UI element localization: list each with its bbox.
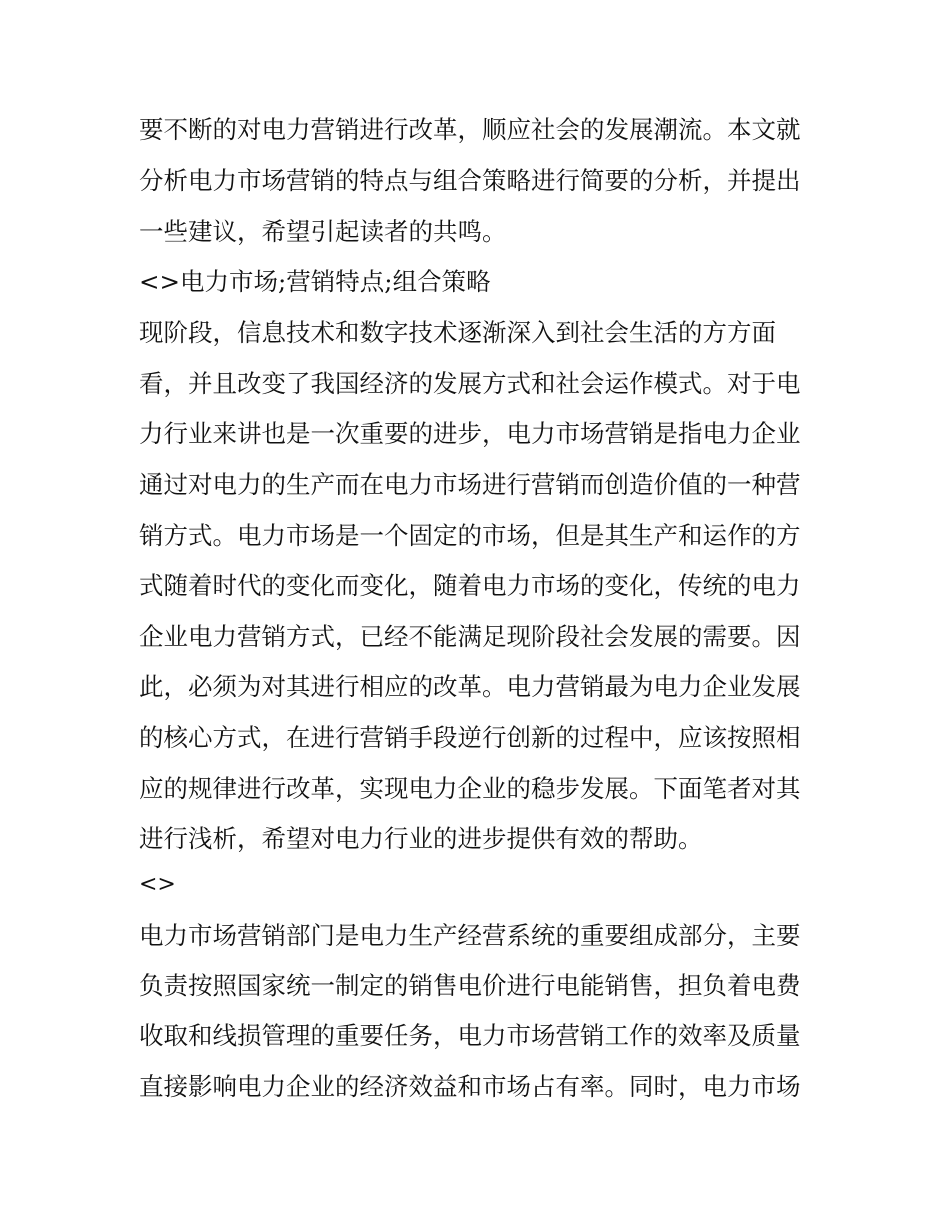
keywords-line: <>电力市场;营销特点;组合策略 [139,267,491,296]
text-line: 现阶段，信息技术和数字技术逐渐深入到社会生活的方方面 [139,318,776,347]
text-line: 负责按照国家统一制定的销售电价进行电能销售，担负着电费 [139,971,801,1000]
text-line: 进行浅析，希望对电力行业的进步提供有效的帮助。 [139,824,703,853]
text-line: 分析电力市场营销的特点与组合策略进行简要的分析，并提出 [139,166,801,195]
text-line: 此，必须为对其进行相应的改革。电力营销最为电力企业发展 [139,672,801,701]
text-line: 应的规律进行改革，实现电力企业的稳步发展。下面笔者对其 [139,774,801,803]
text-line: 直接影响电力企业的经济效益和市场占有率。同时，电力市场 [139,1072,801,1101]
text-line: 电力市场营销部门是电力生产经营系统的重要组成部分，主要 [139,921,801,950]
text-line: 力行业来讲也是一次重要的进步，电力市场营销是指电力企业 [139,419,801,448]
text-line: 的核心方式，在进行营销手段逆行创新的过程中，应该按照相 [139,723,801,752]
text-line: 看，并且改变了我国经济的发展方式和社会运作模式。对于电 [139,369,801,398]
text-line: 企业电力营销方式，已经不能满足现阶段社会发展的需要。因 [139,622,801,651]
text-line: 要不断的对电力营销进行改革，顺应社会的发展潮流。本文就 [139,115,801,144]
text-line: 销方式。电力市场是一个固定的市场，但是其生产和运作的方 [139,521,801,550]
text-line: 一些建议，希望引起读者的共鸣。 [139,217,507,246]
text-line: 通过对电力的生产而在电力市场进行营销而创造价值的一种营 [139,470,801,499]
section-marker: <> [139,872,176,897]
text-line: 式随着时代的变化而变化，随着电力市场的变化，传统的电力 [139,571,801,600]
text-line: 收取和线损管理的重要任务，电力市场营销工作的效率及质量 [139,1021,801,1050]
